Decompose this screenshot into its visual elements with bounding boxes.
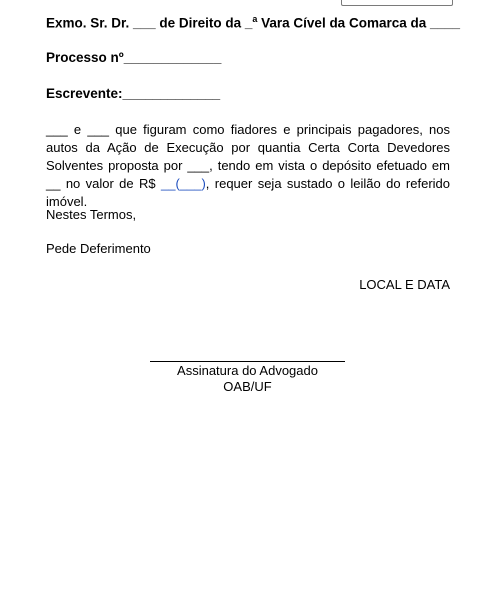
value-blank-link: __(___)	[160, 176, 206, 191]
addressee-line: Exmo. Sr. Dr. ___ de Direito da _$^a$ Vara Cível da Comarca da ____	[46, 14, 461, 31]
pede-deferimento: Pede Deferimento	[46, 241, 151, 256]
nestes-termos: Nestes Termos,	[46, 207, 137, 222]
oab-label: OAB/UF	[223, 379, 272, 394]
petition-body: ___ e ___ que figuram como fiadores e principais pagadores, nos autos da Ação de Execução por quantia Certa Corta Devedores Solventes proposta por ___, tendo em vista o depósito efetuado em __ no valor de R$ __(___), requer seja sustado o leilão do referido imóvel.	[46, 122, 451, 209]
processo-line: Processo nº_____________	[46, 50, 222, 65]
local-e-data: LOCAL E DATA	[359, 277, 450, 292]
escrevente-line: Escrevente:_____________	[46, 86, 221, 101]
signature-label: Assinatura do Advogado	[177, 363, 318, 378]
signature-block	[135, 363, 360, 395]
top-tab	[341, 0, 453, 6]
signature-line	[150, 361, 345, 362]
